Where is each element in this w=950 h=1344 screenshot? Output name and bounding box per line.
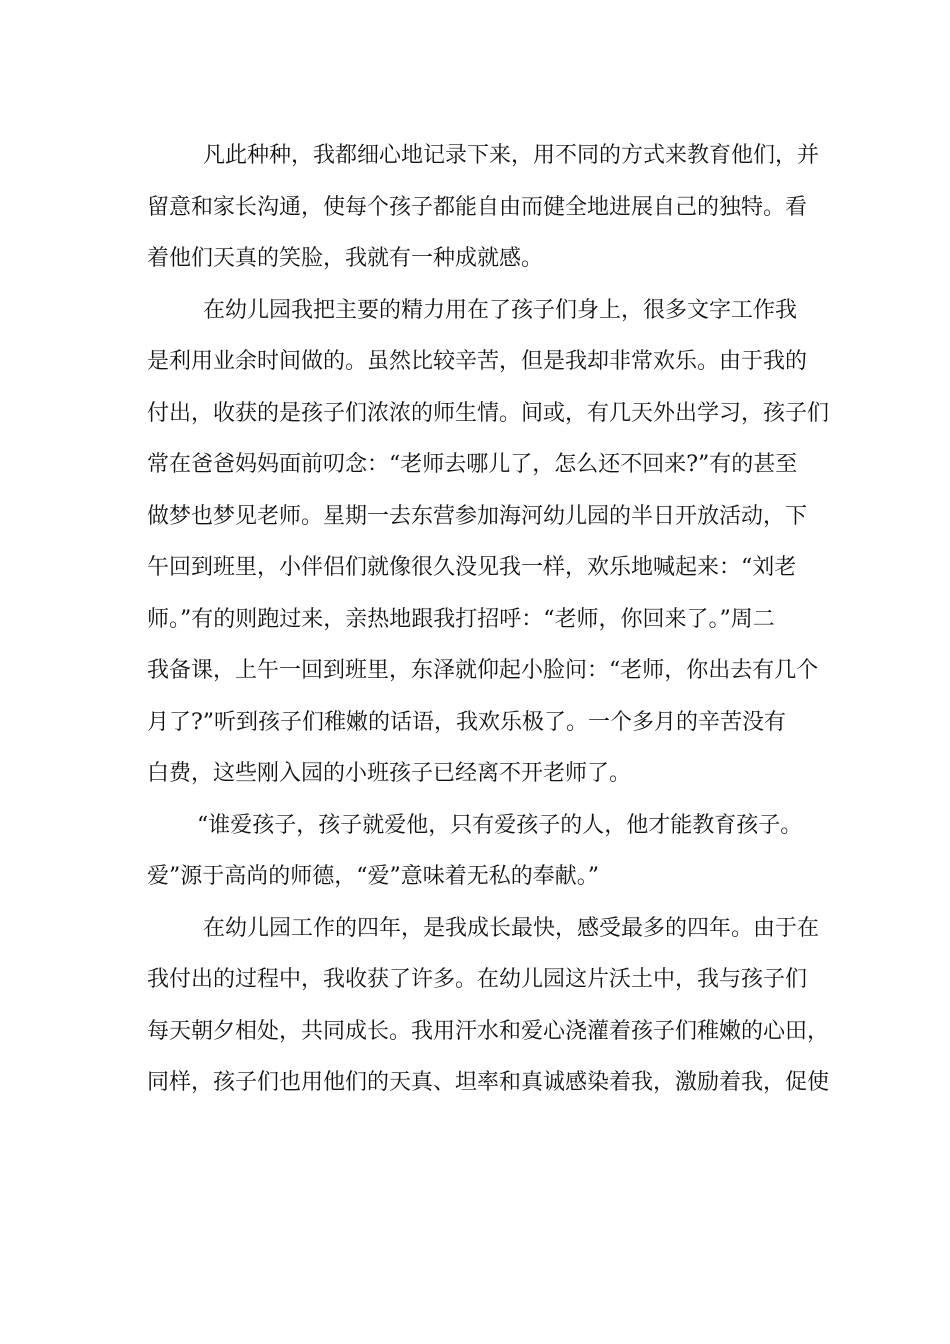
paragraph-2-line-1: 在幼儿园我把主要的精力用在了孩子们身上，很多文字工作我 [203,297,798,323]
paragraph-2-line-9: 月了?”听到孩子们稚嫩的话语，我欢乐极了。一个多月的辛苦没有 [147,709,787,735]
paragraph-4-line-1: 在幼儿园工作的四年，是我成长最快，感受最多的四年。由于在 [203,915,820,941]
paragraph-2-line-2: 是利用业余时间做的。虽然比较辛苦，但是我却非常欢乐。由于我的 [147,349,808,374]
paragraph-4-line-3: 每天朝夕相处，共同成长。我用汗水和爱心浇灌着孩子们稚嫩的心田， [147,1018,830,1044]
paragraph-1-line-3: 着他们天真的笑脸，我就有一种成就感。 [147,246,544,271]
paragraph-1-line-2: 留意和家长沟通，使每个孩子都能自由而健全地进展自己的独特。看 [147,194,808,220]
paragraph-2-line-4: 常在爸爸妈妈面前叨念：“老师去哪儿了，怎么还不回来?”有的甚至 [147,452,798,477]
paragraph-2-line-7: 师。”有的则跑过来，亲热地跟我打招呼：“老师，你回来了。”周二 [147,606,775,632]
paragraph-1-line-1: 凡此种种，我都细心地记录下来，用不同的方式来教育他们，并 [203,143,820,168]
paragraph-2-line-5: 做梦也梦见老师。星期一去东营参加海河幼儿园的半日开放活动，下 [147,503,808,529]
paragraph-4-line-2: 我付出的过程中，我收获了许多。在幼儿园这片沃土中，我与孩子们 [147,967,808,992]
paragraph-2-line-3: 付出，收获的是孩子们浓浓的师生情。间或，有几天外出学习，孩子们 [147,400,830,426]
body-text [147,130,830,1109]
paragraph-4-line-4: 同样，孩子们也用他们的天真、坦率和真诚感染着我，激励着我，促使 [147,1070,830,1095]
paragraph-3-line-1: “谁爱孩子，孩子就爱他，只有爱孩子的人，他才能教育孩子。 [197,812,803,838]
paragraph-3-line-2: 爱”源于高尚的师德，“爱”意味着无私的奉献。” [147,864,599,889]
paragraph-2-line-10: 白费，这些刚入园的小班孩子已经离不开老师了。 [147,761,632,786]
paragraph-2-line-8: 我备课，上午一回到班里，东泽就仰起小脸问：“老师，你出去有几个 [147,658,819,683]
paragraph-2-line-6: 午回到班里，小伴侣们就像很久没见我一样，欢乐地喊起来：“刘老 [147,555,797,580]
